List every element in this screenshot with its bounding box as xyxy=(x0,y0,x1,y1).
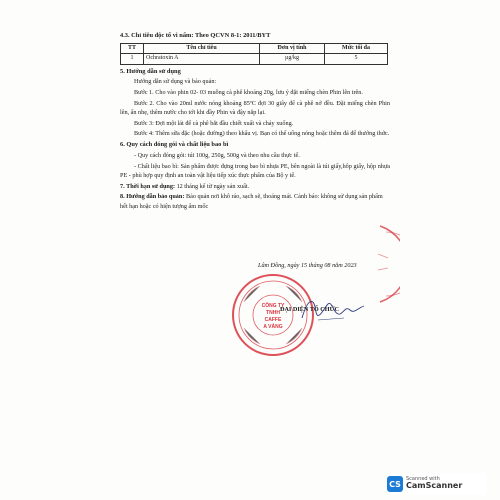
section-7 xyxy=(120,182,390,192)
section-8-text: Bảo quản nơi khô ráo, sạch sẽ, thoáng mát. Cảnh báo: không sử dụng sản phẩm hết hạn hoặc có hiện tượng ẩm mốc xyxy=(120,193,383,211)
header-cell-tt: TT xyxy=(121,43,144,53)
table-header-row xyxy=(121,43,388,53)
cell-tt: 1 xyxy=(121,54,144,64)
cell-name: Ochratoxin A xyxy=(144,54,260,64)
seal-line-1: CÔNG TY xyxy=(261,303,285,309)
packaging-spec: - Quy cách đóng gói: túi 100g, 250g, 500g và theo nhu cầu thực tế. xyxy=(134,152,300,160)
seal-line-2: TNHH xyxy=(266,310,280,316)
handwritten-signature-icon xyxy=(298,288,368,328)
camscanner-caption: Scanned with xyxy=(406,476,440,483)
section-8-label: 8. Hướng dẫn bảo quản: xyxy=(120,193,185,201)
section-4-3-title: 4.3. Chỉ tiêu độc tố vi nấm: Theo QCVN 8-1: 2011/BYT xyxy=(120,32,271,39)
usage-step-4: Bước 4: Thêm sữa đặc (hoặc đường) theo khẩu vị. Bạn có thể uống nóng hoặc thêm đá để thưởng thức. xyxy=(134,130,390,138)
seal-line-4: A VÀNG xyxy=(263,324,283,330)
section-5-title: 5. Hướng dẫn sử dụng xyxy=(120,67,181,75)
usage-step-2: Bước 2. Cho vào 20ml nước nóng khoảng 85ºC đợi 30 giây để cà phê nở đều. Đặt miếng chèn Phin lên, ấn nhẹ, thêm nước cho tới khi đầy Phin và đậy nắp lại. xyxy=(120,99,390,117)
section-7-label: 7. Thời hạn sử dụng: xyxy=(120,182,176,190)
section-8 xyxy=(120,192,390,211)
usage-step-1: Bước 1. Cho vào phin 02- 03 muỗng cà phê khoảng 20g, lưu ý đặt miếng chèn Phin lên trên. xyxy=(134,89,363,97)
place-date: Lâm Đồng, ngày 15 tháng 08 năm 2023 xyxy=(258,262,357,269)
packaging-material: - Chất liệu bao bì: Sản phẩm được đựng trong bao bì nhựa PE, bên ngoài là túi giấy,hôp giấy, hộp nhựa PE - phù hợp quy định an toàn vật liệu tiếp xúc thực phẩm của Bộ y tế. xyxy=(120,162,390,180)
camscanner-text xyxy=(406,477,462,491)
representative-title: ĐẠI DIỆN TỔ CHỨC xyxy=(280,306,339,313)
usage-intro: Hướng dẫn sử dụng và bảo quản: xyxy=(134,78,217,86)
header-cell-name: Tên chỉ tiêu xyxy=(144,43,260,53)
mycotoxin-table xyxy=(120,43,388,65)
usage-step-3: Bước 3: Đợi một lát để cà phê bắt đầu chiết xuất và chảy xuống. xyxy=(134,119,294,127)
cell-max: 5 xyxy=(325,54,388,64)
camscanner-name: CamScanner xyxy=(406,481,463,491)
camscanner-badge xyxy=(387,473,487,495)
section-7-text: 12 tháng kể từ ngày sản xuất. xyxy=(175,182,250,190)
header-cell-max: Mức tối đa xyxy=(325,43,388,53)
cell-unit: µg/kg xyxy=(260,54,325,64)
seal-line-3: CAFFE xyxy=(264,317,282,323)
section-6-title: 6. Quy cách đóng gói và chất liệu bao bì xyxy=(120,141,229,149)
signature-block xyxy=(230,262,390,362)
table-row xyxy=(121,54,388,64)
header-cell-unit: Đơn vị tính xyxy=(260,43,325,53)
camscanner-logo-icon: CS xyxy=(387,476,403,492)
document-content xyxy=(120,30,390,213)
